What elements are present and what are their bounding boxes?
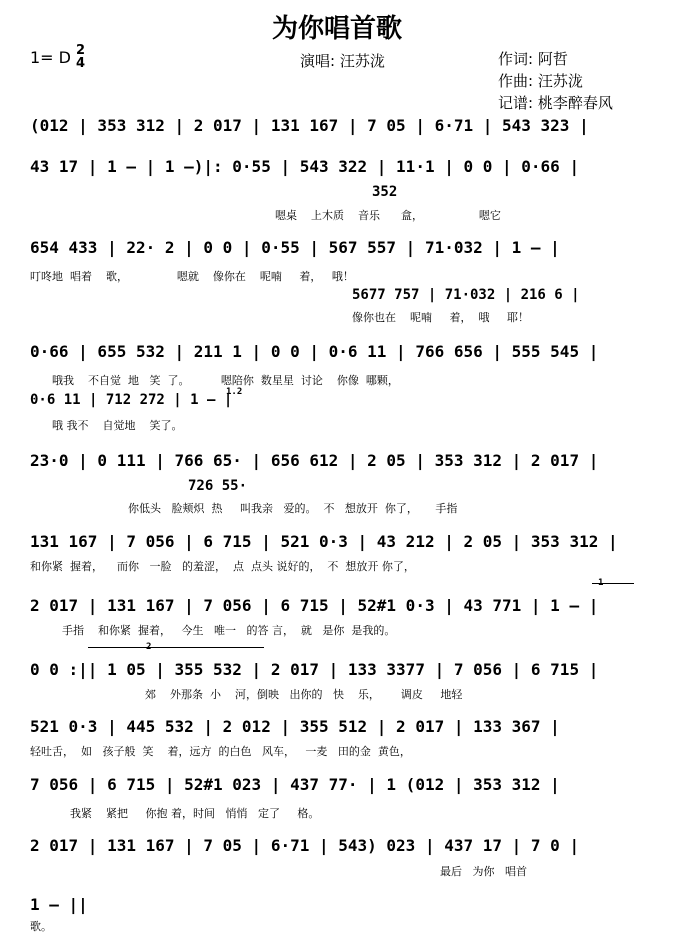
lyric-line: 你低头 脸颊炽 热 叫我亲 爱的。 不 想放开 你了， 手指: [128, 502, 458, 515]
alt-notation: 5677 757 | 71·032 | 216 6 |: [352, 287, 580, 303]
lyric-line: 轻吐舌， 如 孩子般 笑 着，远方 的白色 风车， 一麦 田的金 黄色，: [30, 745, 411, 758]
notation-row: 23·0 | 0 111 | 766 65· | 656 612 | 2 05 | 353 312 | 2 017 |: [30, 451, 599, 470]
lyric-line: 和你紧 握着， 而你 一脸 的羞涩， 点 点头 说好的， 不 想放开 你了，: [30, 560, 415, 573]
notation-row: 0·66 | 655 532 | 211 1 | 0 0 | 0·6 11 | 766 656 | 555 545 |: [30, 342, 599, 361]
lyricist-credit: 作词: 阿哲: [498, 50, 568, 68]
notation-row: 521 0·3 | 445 532 | 2 012 | 355 512 | 2 017 | 133 367 |: [30, 717, 560, 736]
lyric-line: 最后 为你 唱首: [440, 865, 527, 878]
ending-mark: 1.2: [226, 387, 243, 397]
lyric-line: 歌。: [30, 920, 52, 933]
composer-credit: 作曲: 汪苏泷: [498, 72, 583, 90]
volta-bracket: [88, 647, 264, 648]
lyric-line: 手指 和你紧 握着， 今生 唯一 的答 言， 就 是你 是我的。: [62, 624, 396, 637]
notation-row: 654 433 | 22· 2 | 0 0 | 0·55 | 567 557 | 71·032 | 1 – |: [30, 238, 560, 257]
notation-row: 43 17 | 1 – | 1 –)|: 0·55 | 543 322 | 11·1 | 0 0 | 0·66 |: [30, 157, 580, 176]
volta-label: 1: [598, 578, 604, 588]
singer-credit: 演唱: 汪苏泷: [300, 52, 385, 70]
credits: [498, 48, 613, 114]
lyric-line: 叮咚地 唱着 歌， 嗯就 像你在 呢喃 着， 哦！: [30, 270, 354, 283]
notation-row: 7 056 | 6 715 | 52#1 023 | 437 77· | 1 (012 | 353 312 |: [30, 775, 560, 794]
lyric-line: 郊 外那条 小 河，倒映 出你的 快 乐， 调皮 地轻: [145, 688, 463, 701]
notation-row: (012 | 353 312 | 2 017 | 131 167 | 7 05 | 6·71 | 543 323 |: [30, 116, 589, 135]
notation-row: 2 017 | 131 167 | 7 056 | 6 715 | 52#1 0·3 | 43 771 | 1 – |: [30, 596, 599, 615]
time-signature-top: 2: [76, 43, 86, 58]
notation-row: 0 0 :|| 1 05 | 355 532 | 2 017 | 133 3377 | 7 056 | 6 715 |: [30, 660, 599, 679]
song-title: 为你唱首歌: [271, 14, 402, 44]
volta-label: 2: [146, 642, 152, 652]
alt-notation: 0·6 11 | 712 272 | 1 – |: [30, 392, 233, 408]
lyric-line: 嗯桌 上木质 音乐 盒， 嗯它: [275, 209, 501, 222]
notation-row: 131 167 | 7 056 | 6 715 | 521 0·3 | 43 212 | 2 05 | 353 312 |: [30, 532, 618, 551]
notation-row: 1 – ||: [30, 895, 88, 914]
key-signature: 1= D: [30, 48, 71, 67]
alt-notation: 352: [372, 184, 398, 200]
lyric-line: 哦 我不 自觉地 笑了。: [52, 419, 183, 432]
notation-row: 2 017 | 131 167 | 7 05 | 6·71 | 543) 023 | 437 17 | 7 0 |: [30, 836, 580, 855]
time-signature-bottom: 4: [76, 56, 86, 71]
lyric-line: 哦我 不自觉 地 笑 了。 嗯陪你 数星星 讨论 你像 哪颗，: [52, 374, 399, 387]
time-signature: [76, 44, 85, 70]
alt-notation: 726 55·: [188, 478, 248, 494]
lyric-line: 像你也在 呢喃 着， 哦 耶！: [352, 311, 529, 324]
transcriber-credit: 记谱: 桃李醉春风: [498, 94, 613, 112]
lyric-line: 我紧 紧把 你抱 着，时间 悄悄 定了 格。: [70, 807, 320, 820]
volta-bracket: [592, 583, 634, 584]
